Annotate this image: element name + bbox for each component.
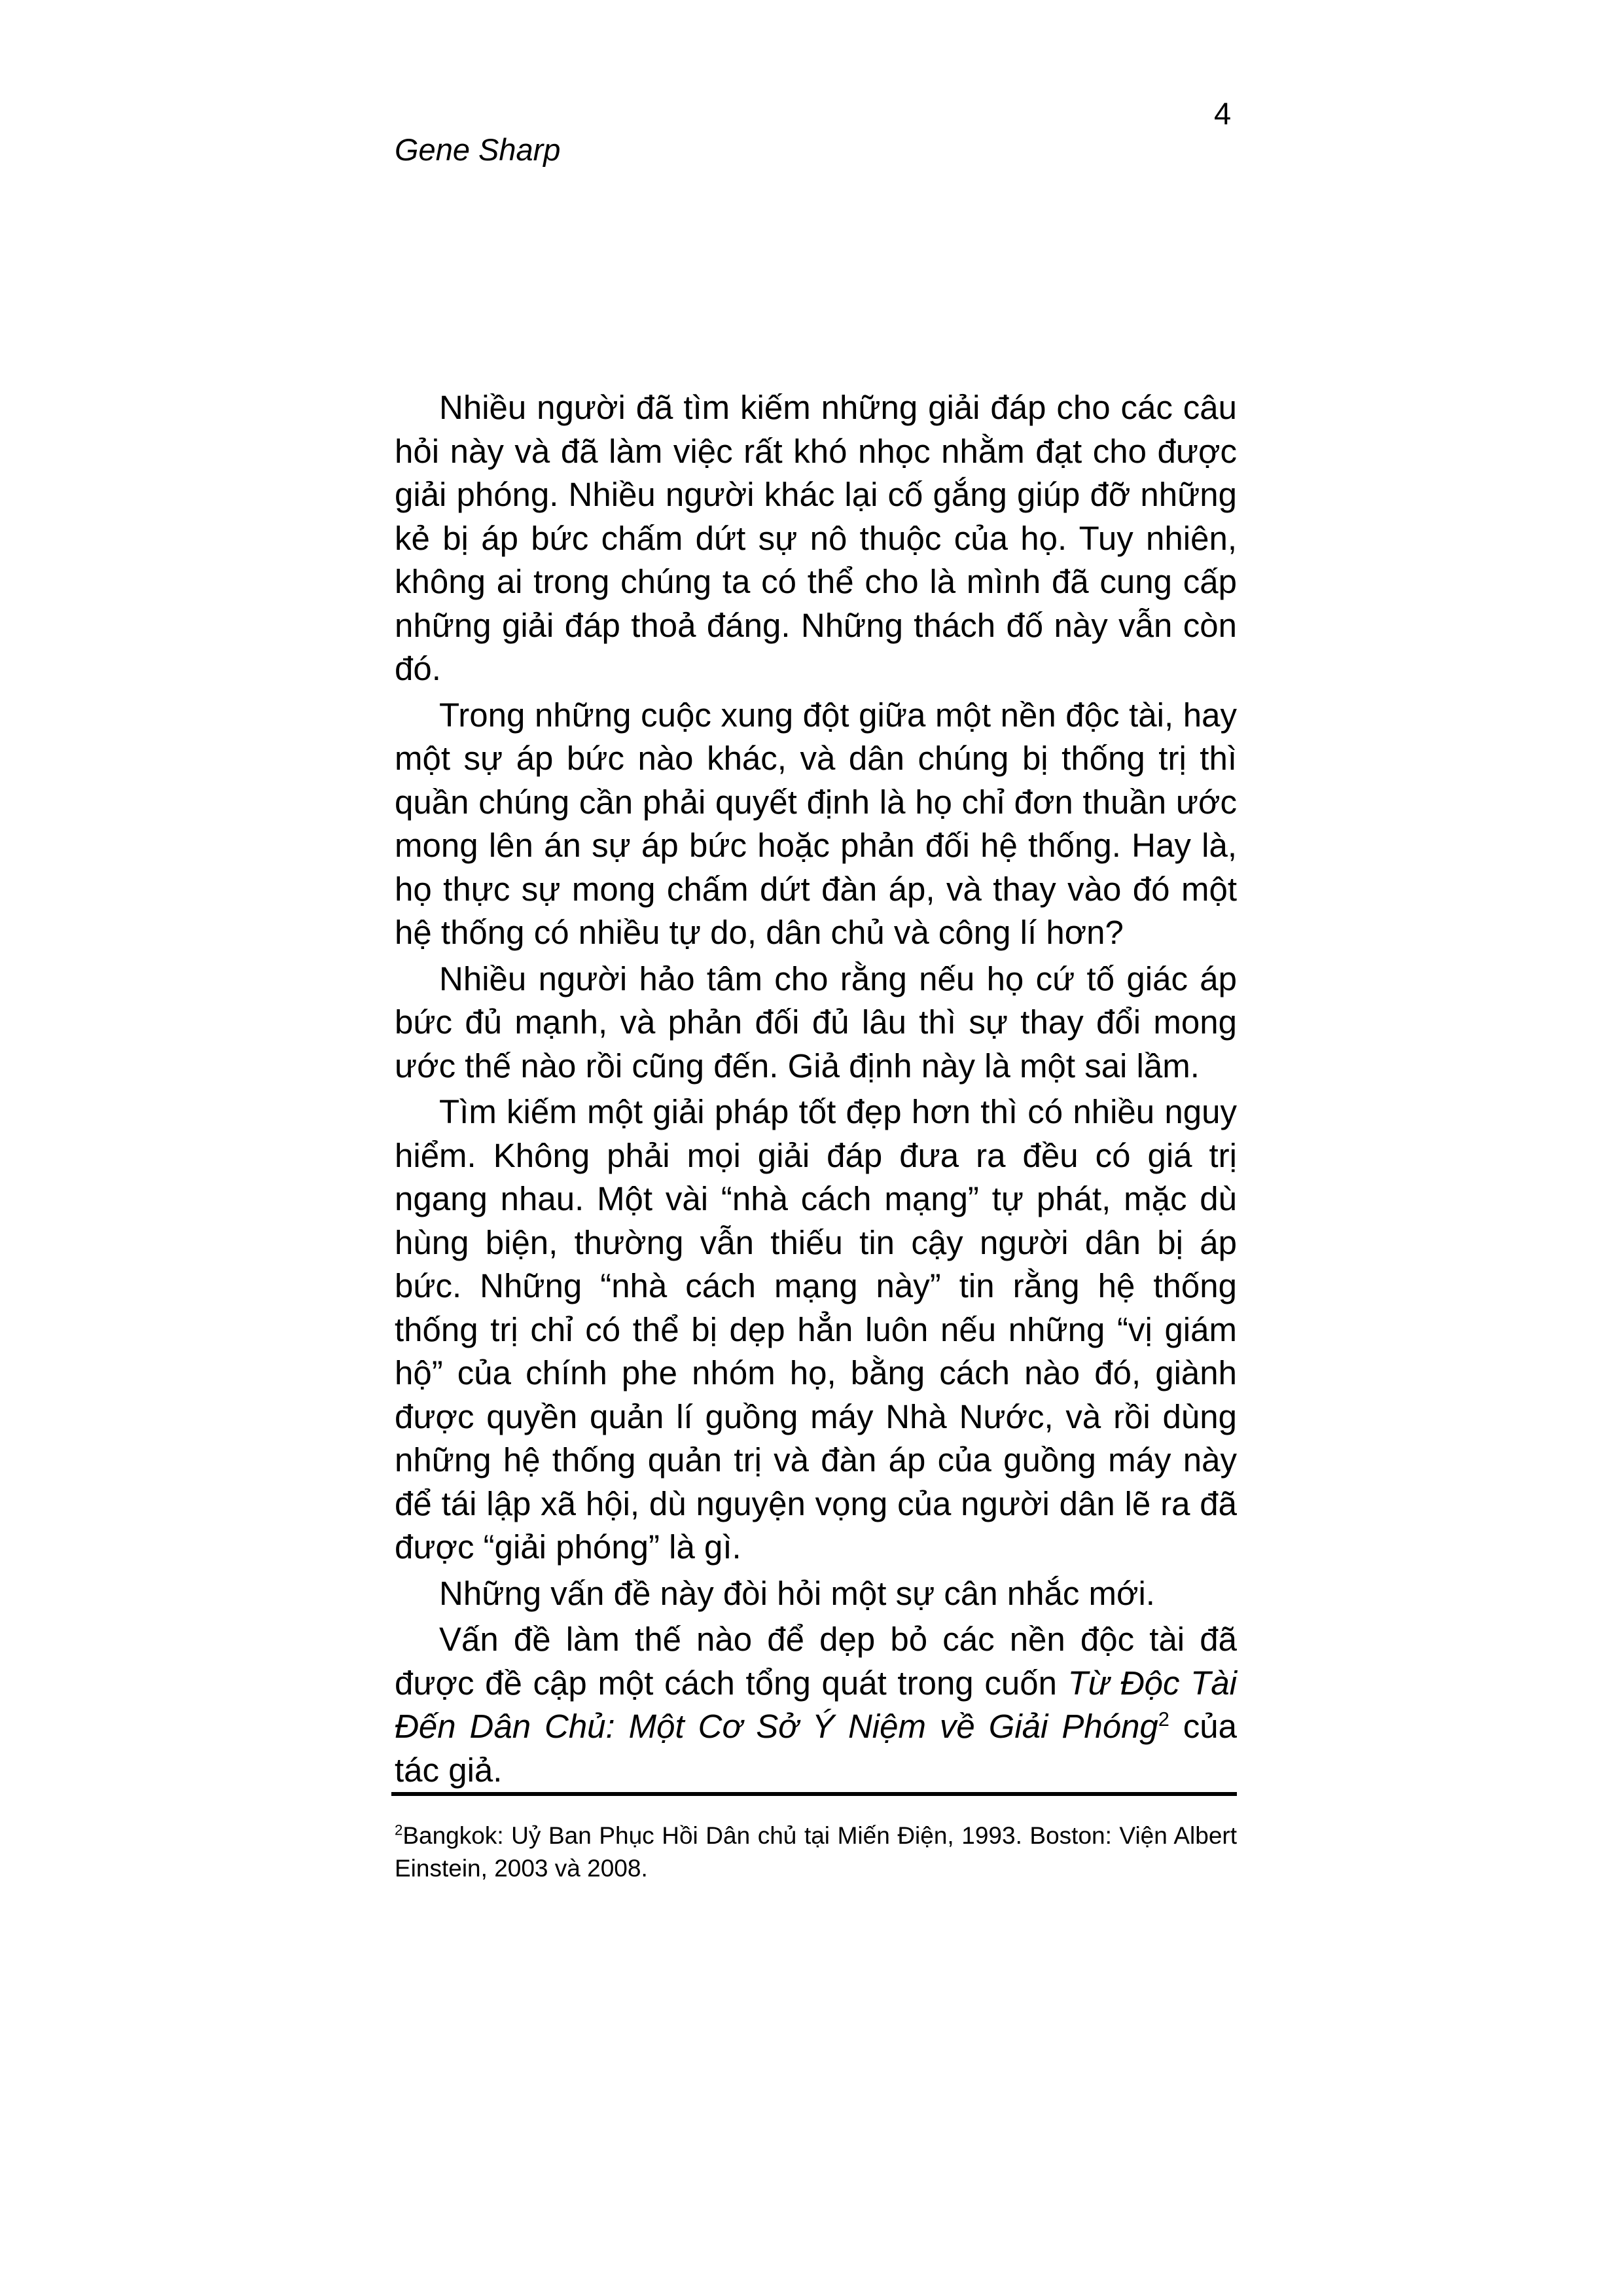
paragraph-6-tail: của tác giả. [395,1708,1237,1789]
paragraph-6 [395,1618,1237,1792]
paragraph-2: Trong những cuộc xung đột giữa một nền độc tài, hay một sự áp bức nào khác, và dân chúng bị thống trị thì quần chúng cần phải quyết định là họ chỉ đơn thuần ước mong lên án sự áp bức hoặc phản đối hệ thống. Hay là, họ thực sự mong chấm dứt đàn áp, và thay vào đó một hệ thống có nhiều tự do, dân chủ và công lí hơn? [395,696,1237,951]
footnote-divider [391,1792,1237,1796]
page-number: 4 [1214,96,1232,131]
paragraph-4: Tìm kiếm một giải pháp tốt đẹp hơn thì có nhiều nguy hiểm. Không phải mọi giải đáp đưa ra đều có giá trị ngang nhau. Một vài “nhà cách mạng” tự phát, mặc dù hùng biện, thường vẫn thiếu tin cậy người dân bị áp bức. Những “nhà cách mạng này” tin rằng hệ thống thống trị chỉ có thể bị dẹp hẳn luôn nếu những “vị giám hộ” của chính phe nhóm họ, bằng cách nào đó, giành được quyền quản lí guồng máy Nhà Nước, và rồi dùng những hệ thống quản trị và đàn áp của guồng máy này để tái lập xã hội, dù nguyện vọng của người dân lẽ ra đã được “giải phóng” là gì. [395,1093,1237,1566]
footnote-mark: 2 [395,1821,403,1839]
paragraph-6-lead: Vấn đề làm thế nào để dẹp bỏ các nền độc tài đã được đề cập một cách tổng quát trong cuốn [395,1621,1237,1702]
running-head-author: Gene Sharp [395,132,561,167]
footnote-text: Bangkok: Uỷ Ban Phục Hồi Dân chủ tại Miến Điện, 1993. Boston: Viện Albert Einstein, 2003 và 2008. [395,1822,1237,1882]
footnote-reference: 2 [1158,1708,1169,1731]
book-title: Từ Độc Tài Đến Dân Chủ: Một Cơ Sở Ý Niệm về Giải Phóng [395,1664,1238,1745]
paragraph-3: Nhiều người hảo tâm cho rằng nếu họ cứ tố giác áp bức đủ mạnh, và phản đối đủ lâu thì sự thay đổi mong ước thế nào rồi cũng đến. Giả định này là một sai lầm. [395,960,1237,1085]
body-text [395,386,1237,1795]
footnote [395,1820,1237,1885]
paragraph-5: Những vấn đề này đòi hỏi một sự cân nhắc mới. [439,1574,1155,1612]
paragraph-1: Nhiều người đã tìm kiếm những giải đáp cho các câu hỏi này và đã làm việc rất khó nhọc nhằm đạt cho được giải phóng. Nhiều người khác lại cố gắng giúp đỡ những kẻ bị áp bức chấm dứt sự nô thuộc của họ. Tuy nhiên, không ai trong chúng ta có thể cho là mình đã cung cấp những giải đáp thoả đáng. Những thách đố này vẫn còn đó. [395,389,1237,687]
